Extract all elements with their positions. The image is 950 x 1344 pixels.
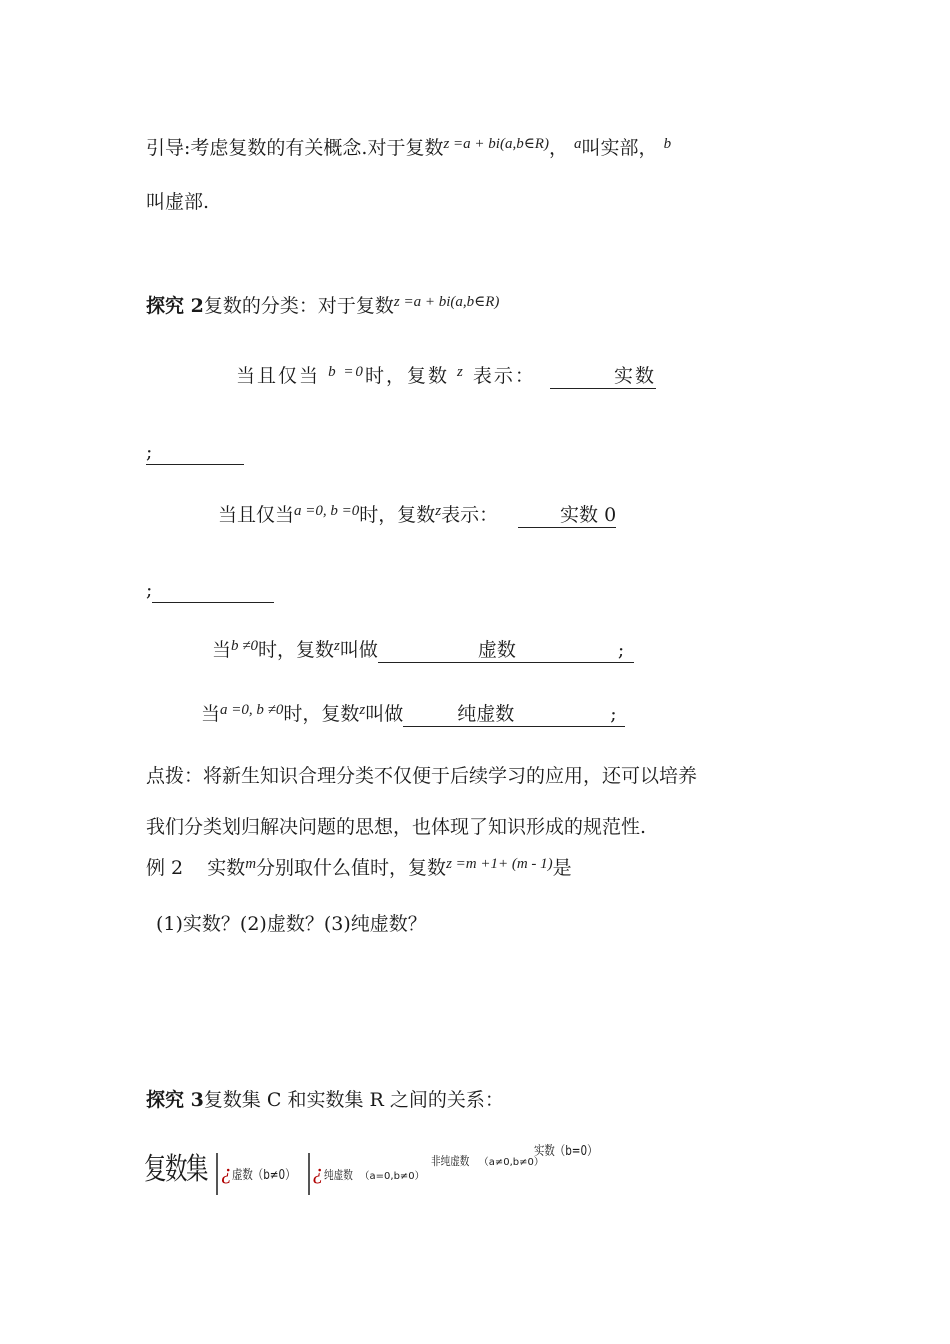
nonpure-group (431, 1148, 544, 1170)
complex-formula-intro: z =a + bi(a,b∈R) (443, 136, 549, 152)
brace-glyph-2: ¿ (312, 1159, 324, 1184)
explore3-text: 复数集 C 和实数集 R 之间的关系： (203, 1089, 504, 1111)
case-mid: 时，复数 (359, 504, 436, 526)
case-condition: a =0, b =0 (294, 503, 360, 519)
real-number-label: 实数（b=0） (533, 1144, 598, 1159)
case-pure-imaginary (201, 702, 625, 728)
tip-line-2: 我们分类划归解决问题的思想，也体现了知识形成的规范性. (146, 816, 647, 838)
complex-set-label: 复数集 (144, 1152, 207, 1187)
answer-blank (550, 364, 656, 389)
explore3-label: 探究 3 (146, 1089, 204, 1111)
a-variable: a (574, 136, 582, 152)
explore3-heading (146, 1088, 504, 1112)
case-post: 叫做 (365, 703, 404, 725)
nonpure-imaginary-condition: （a≠0,b≠0） (478, 1157, 544, 1168)
brace-glyph-1: ¿ (221, 1159, 233, 1184)
nonpure-imaginary-label: 非纯虚数 (430, 1154, 470, 1168)
case-real-tail (146, 440, 244, 465)
tip-line-1: 点拨：将新生知识合理分类不仅便于后续学习的应用，还可以培养 (146, 765, 698, 787)
z-variable: z (334, 638, 340, 654)
pure-imaginary-condition: （a=0,b≠0） (359, 1171, 425, 1182)
example2-label: 例 2 (146, 857, 184, 879)
explore2-heading (146, 294, 499, 320)
complex-formula-explore2: z =a + bi(a,b∈R) (393, 294, 500, 310)
case-real (236, 364, 656, 390)
imaginary-number-label: 虚数（b≠0） (232, 1168, 296, 1183)
answer-text: 实数 0 (560, 504, 617, 526)
set-relation-diagram (144, 1140, 613, 1200)
case-pre: 当且仅当 (218, 504, 295, 526)
case-pre: 当 (212, 639, 232, 661)
case-imaginary (212, 638, 634, 664)
example2-line (146, 856, 572, 882)
case-pre: 当 (201, 703, 221, 725)
b-variable: b (663, 136, 672, 152)
real-part-text: 叫实部， (581, 137, 658, 159)
case-condition: a =0, b ≠0 (220, 702, 284, 718)
tail-semicolon: ; (610, 703, 617, 725)
pure-imaginary-label: 纯虚数 (323, 1168, 353, 1182)
intro-line-2: 叫虚部. (146, 191, 210, 213)
answer-blank (403, 702, 625, 727)
example2-questions: (1)实数？(2)虚数？(3)纯虚数？ (156, 913, 427, 935)
case-mid: 时，复数 (258, 639, 335, 661)
answer-text: 纯虚数 (457, 703, 515, 725)
case-post: 叫做 (339, 639, 378, 661)
answer-blank (378, 638, 634, 663)
intro-lead: 引导:考虑复数的有关概念.对于复数 (146, 137, 444, 159)
tail-blank: ; (146, 440, 244, 465)
answer-text: 实数 (613, 365, 656, 387)
tail-semicolon: ; (617, 639, 625, 661)
case-zero (218, 503, 616, 529)
case-condition: b =0 (328, 364, 365, 380)
answer-blank (518, 503, 616, 528)
z-variable: z (359, 702, 366, 718)
comma: ， (548, 137, 568, 159)
intro-line-1 (146, 136, 671, 162)
case-mid: 时，复数 (283, 703, 360, 725)
case-mid: 时，复数 (364, 365, 449, 387)
example2-formula: z =m +1+ (m - 1) (446, 856, 553, 872)
case-zero-tail (146, 578, 274, 603)
example2-text2: 分别取什么值时，复数 (256, 857, 447, 879)
brace-left-1 (216, 1153, 218, 1195)
case-post: 表示： (441, 504, 499, 526)
tail-blank (152, 578, 274, 603)
explore2-label: 探究 2 (146, 295, 204, 317)
answer-text: 虚数 (477, 639, 516, 661)
brace-left-2 (308, 1153, 310, 1195)
case-condition: b ≠0 (231, 638, 258, 654)
z-variable: z (435, 503, 442, 519)
explore2-text: 复数的分类：对于复数 (203, 295, 394, 317)
example2-text3: 是 (552, 857, 572, 879)
tail-semicolon: ; (146, 579, 153, 601)
example2-text1: 实数 (207, 857, 246, 879)
z-variable: z (457, 364, 465, 380)
case-pre: 当且仅当 (236, 365, 321, 387)
m-variable: m (245, 856, 257, 872)
case-post: 表示： (472, 365, 536, 387)
